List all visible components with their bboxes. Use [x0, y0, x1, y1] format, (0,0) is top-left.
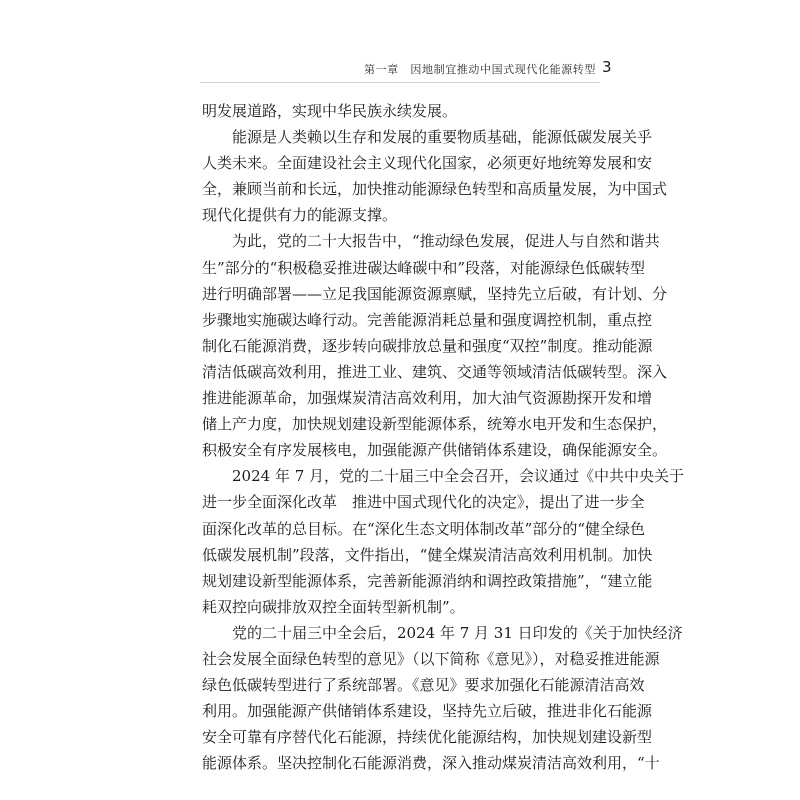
- text-line: 进一步全面深化改革 推进中国式现代化的决定》，提出了进一步全: [202, 493, 645, 512]
- body-text: [202, 98, 685, 776]
- text-line: 党的二十届三中全会后，2024 年 7 月 31 日印发的《关于加快经济: [232, 623, 683, 642]
- text-line: 面深化改革的总目标。在“深化生态文明体制改革”部分的“健全绿色: [202, 519, 646, 538]
- text-line: 清洁低碳高效利用，推进工业、建筑、交通等领域清洁低碳转型。深入: [202, 362, 668, 381]
- text-line: 进行明确部署——立足我国能源资源禀赋，坚持先立后破，有计划、分: [202, 284, 668, 303]
- text-line: 明发展道路，实现中华民族永续发展。: [202, 102, 458, 120]
- text-line: 社会发展全面绿色转型的意见》（以下简称《意见》），对稳妥推进能源: [202, 649, 660, 668]
- text-line: 规划建设新型能源体系，完善新能源消纳和调控政策措施”，“建立能: [202, 571, 653, 590]
- text-line: 现代化提供有力的能源支撑。: [202, 206, 398, 225]
- page-number: 3: [602, 58, 612, 76]
- text-line: 利用。加强能源产供储销体系建设，坚持先立后破，推进非化石能源: [202, 702, 653, 721]
- text-line: 能源体系。坚决控制化石能源消费，深入推动煤炭清洁高效利用，“十: [202, 754, 660, 773]
- text-line: 安全可靠有序替代化石能源，持续优化能源结构，加快规划建设新型: [202, 728, 653, 747]
- text-line: 低碳发展机制”段落，文件指出，“健全煤炭清洁高效利用机制。加快: [202, 545, 653, 564]
- text-line: 绿色低碳转型进行了系统部署。《意见》要求加强化石能源清洁高效: [202, 676, 645, 695]
- text-line: 制化石能源消费，逐步转向碳排放总量和强度“双控”制度。推动能源: [202, 336, 653, 355]
- header-rule: [200, 82, 600, 83]
- text-line: 耗双控向碳排放双控全面转型新机制”。: [202, 597, 465, 616]
- text-line: 为此，党的二十大报告中，“推动绿色发展，促进人与自然和谐共: [232, 232, 660, 251]
- text-line: 储上产力度，加快规划建设新型能源体系，统筹水电开发和生态保护，: [202, 415, 668, 434]
- text-line: 全，兼顾当前和长远，加快推动能源绿色转型和高质量发展，为中国式: [202, 180, 668, 199]
- text-line: 生”部分的“积极稳妥推进碳达峰碳中和”段落，对能源绿色低碳转型: [202, 258, 646, 277]
- text-line: 能源是人类赖以生存和发展的重要物质基础，能源低碳发展关乎: [232, 128, 653, 147]
- running-title: 第一章 因地制宜推动中国式现代化能源转型: [364, 63, 596, 76]
- text-line: 2024 年 7 月，党的二十届三中全会召开，会议通过《中共中央关于: [232, 467, 685, 486]
- text-line: 积极安全有序发展核电，加强能源产供储销体系建设，确保能源安全。: [202, 441, 668, 460]
- text-line: 推进能源革命，加强煤炭清洁高效利用，加大油气资源勘探开发和增: [202, 389, 653, 408]
- running-head: [0, 58, 800, 82]
- text-line: 步骤地实施碳达峰行动。完善能源消耗总量和强度调控机制，重点控: [202, 310, 653, 329]
- text-line: 人类未来。全面建设社会主义现代化国家，必须更好地统筹发展和安: [202, 154, 653, 173]
